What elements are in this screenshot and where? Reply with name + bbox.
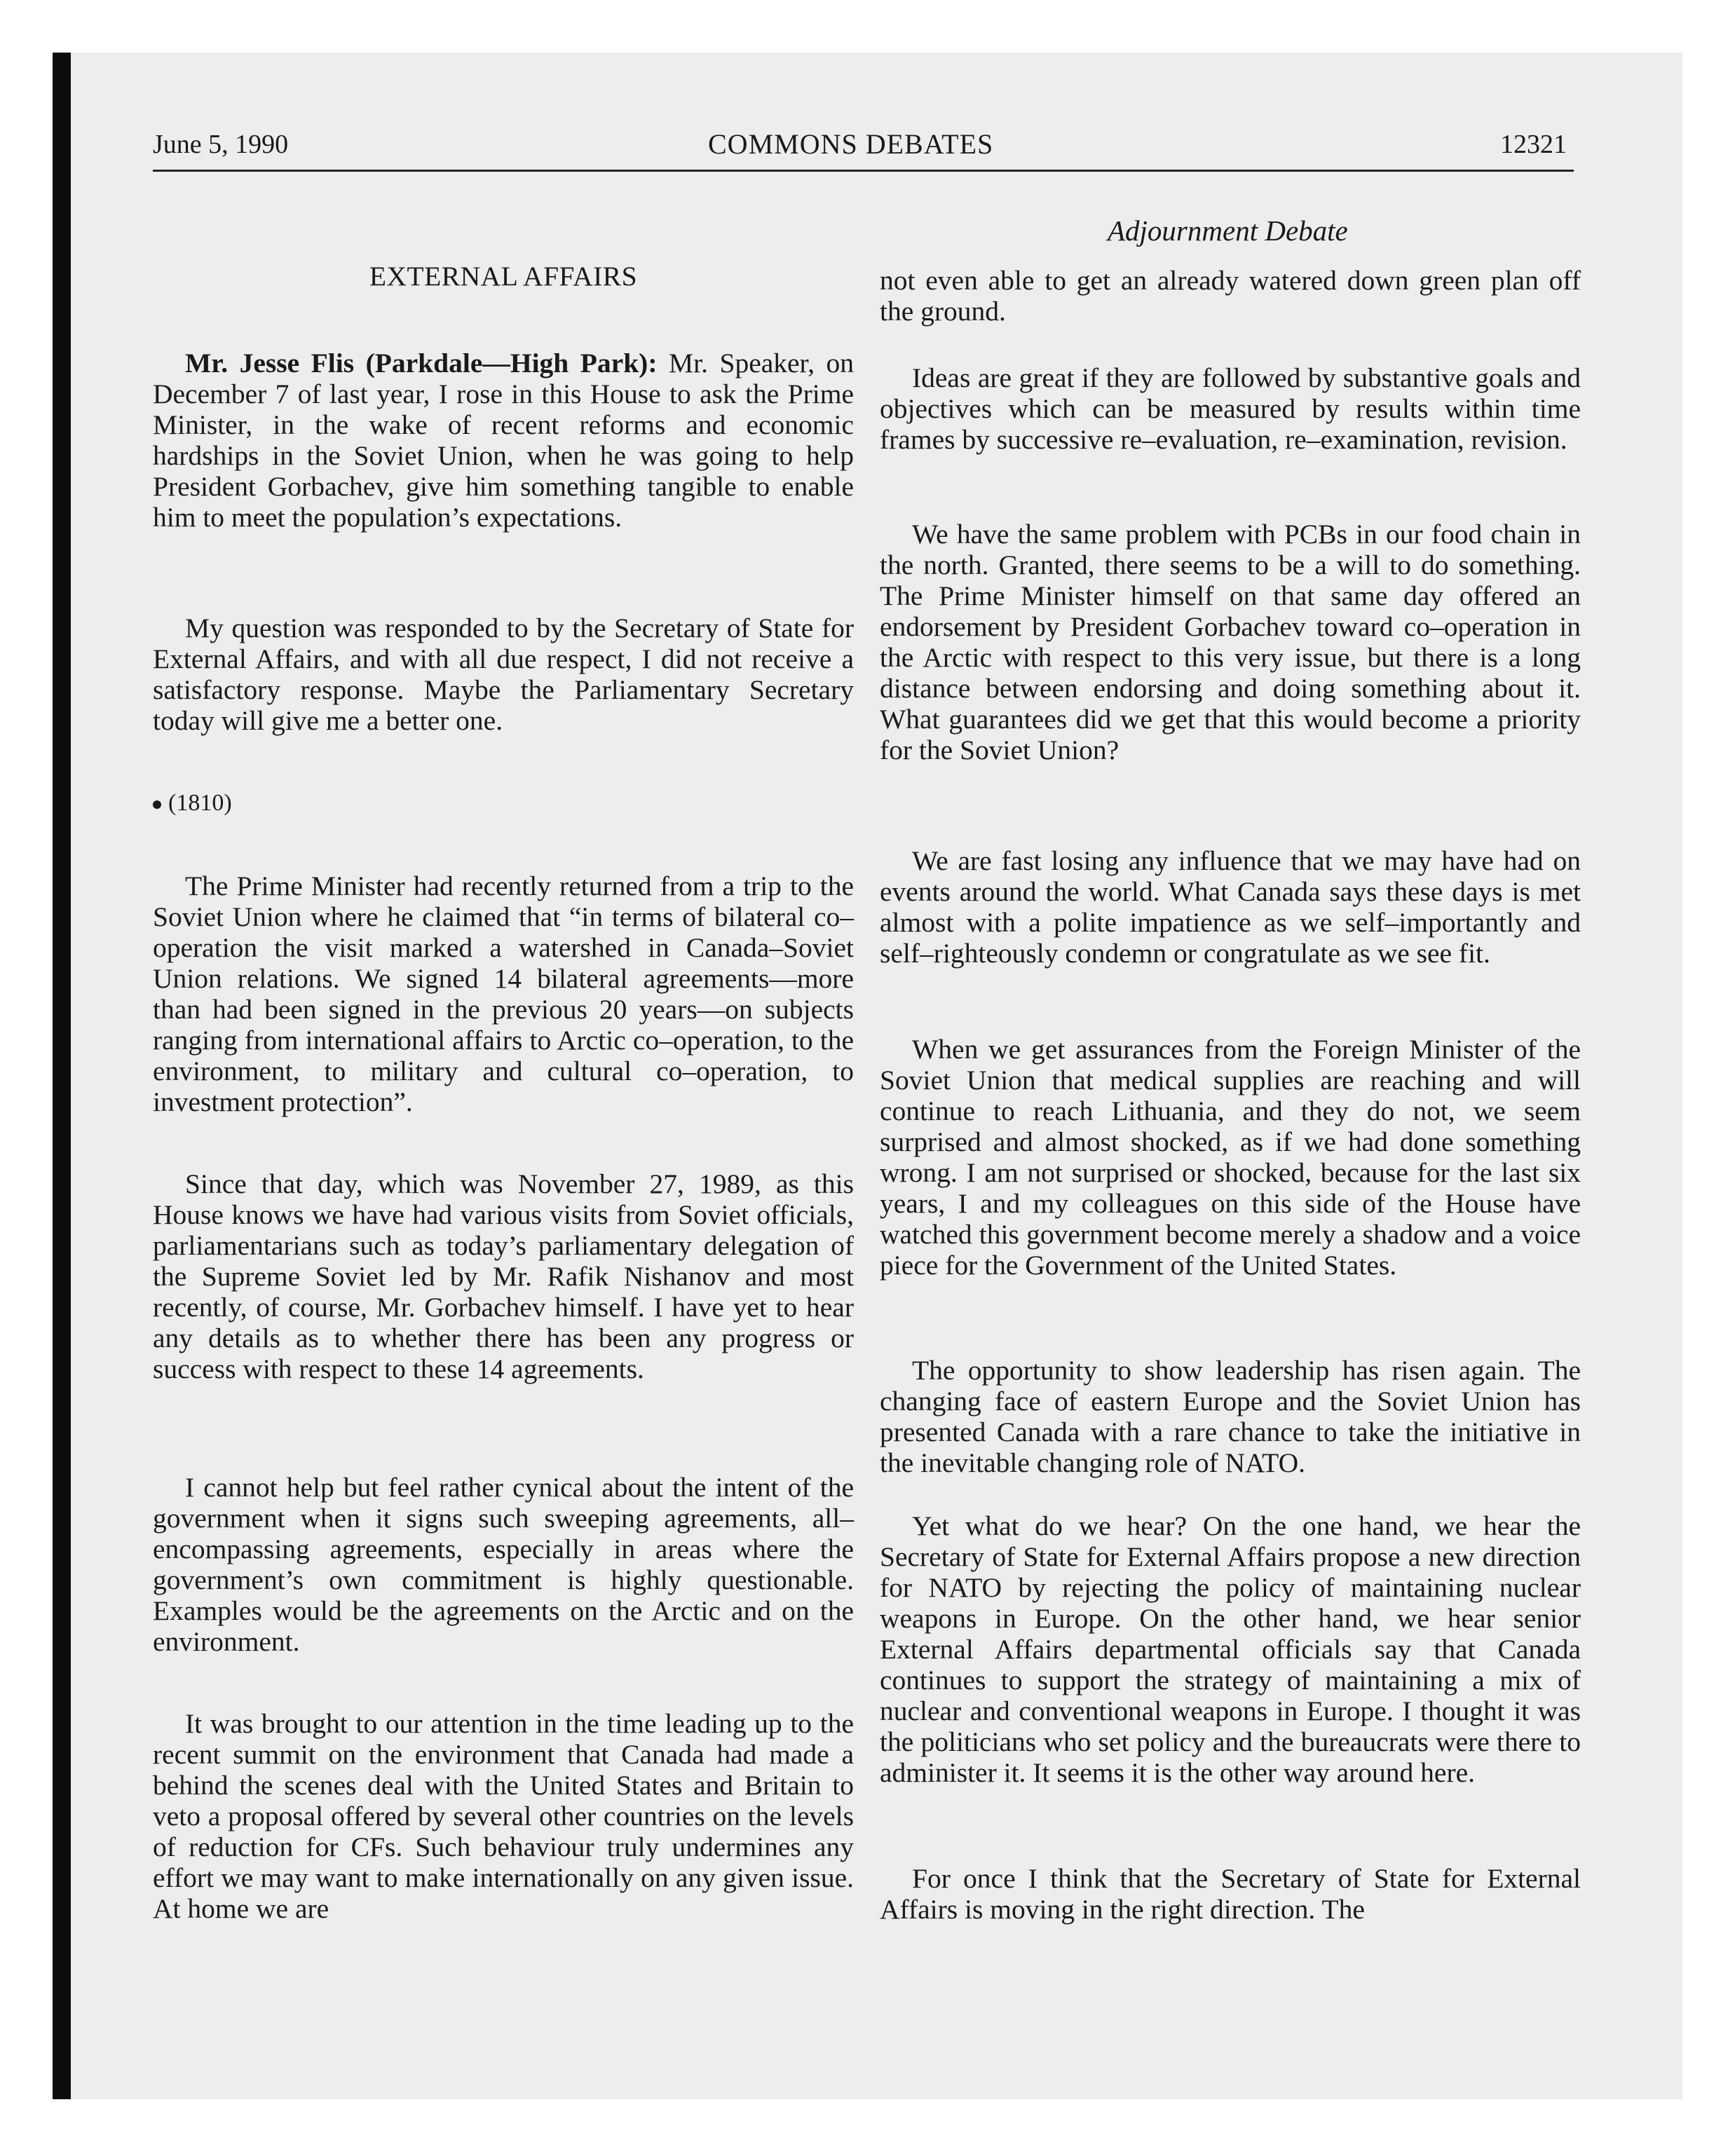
time-marker [153, 788, 232, 819]
section-heading: EXTERNAL AFFAIRS [369, 261, 638, 292]
binding-shadow-edge [53, 53, 71, 2099]
time-marker-text: (1810) [168, 790, 232, 816]
header-publication-title: COMMONS DEBATES [708, 128, 994, 160]
bullet-icon [153, 800, 161, 809]
paragraph-right-5: When we get assurances from the Foreign Minister of the Soviet Union that medical supplies are reaching and will continue to reach Lithuania, and they do not, we seem surprised and almost shocked, as if we had done something wrong. I am not surprised or shocked, because for the last six years, I and my colleagues on this side of the House have watched this government become merely a shadow and a voice piece for the Government of the United States. [880, 1034, 1581, 1281]
paragraph-left-3: The Prime Minister had recently returned from a trip to the Soviet Union where he claimed that “in terms of bilateral co–operation the visit marked a watershed in Canada–Soviet Union relations. We signed 14 bilateral agreements—more than had been signed in the previous 20 years—on subjects ranging from international affairs to Arctic co–operation, to the environment, to military and cultural co–operation, to investment protection”. [153, 871, 854, 1117]
paragraph-left-4: Since that day, which was November 27, 1989, as this House knows we have had various visits from Soviet officials, parliamentarians such as today’s parliamentary delegation of the Supreme Soviet led by Mr. Rafik Nishanov and most recently, of course, Mr. Gorbachev himself. I have yet to hear any details as to whether there has been any progress or success with respect to these 14 agreements. [153, 1168, 854, 1384]
paragraph-left-1-text: Mr. Speaker, on December 7 of last year, I rose in this House to ask the Prime Minister, in the wake of recent reforms and economic hardships in the Soviet Union, when he was going to help President Gorbachev, give him something tangible to enable him to meet the population’s expectations. [153, 348, 855, 533]
paragraph-right-6: The opportunity to show leadership has risen again. The changing face of eastern Europe and the Soviet Union has presented Canada with a rare chance to take the initiative in the inevitable changing role of NATO. [880, 1355, 1581, 1478]
paragraph-right-2: Ideas are great if they are followed by substantive goals and objectives which can be measured by results within time frames by successive re–evaluation, re–examination, revision. [880, 362, 1581, 455]
paragraph-right-3: We have the same problem with PCBs in our food chain in the north. Granted, there seems to be a will to do something. The Prime Minister himself on that same day offered an endorsement by President Gorbachev toward co–operation in the Arctic with respect to this very issue, but there is a long distance between endorsing and doing something about it. What guarantees did we get that this would become a priority for the Soviet Union? [880, 519, 1581, 765]
paragraph-right-1: not even able to get an already watered down green plan off the ground. [880, 265, 1581, 327]
header-date: June 5, 1990 [153, 130, 289, 159]
speaker-name: Mr. Jesse Flis (Parkdale—High Park): [185, 348, 658, 378]
header-page-number: 12321 [1500, 130, 1567, 159]
paragraph-left-5: I cannot help but feel rather cynical about the intent of the government when it signs such sweeping agreements, all–encompassing agreements, especially in areas where the government’s own commitment is highly questionable. Examples would be the agreements on the Arctic and on the environment. [153, 1472, 854, 1657]
paragraph-right-8: For once I think that the Secretary of State for External Affairs is moving in the right direction. The [880, 1863, 1581, 1925]
paragraph-right-7: Yet what do we hear? On the one hand, we hear the Secretary of State for External Affairs propose a new direction for NATO by rejecting the policy of maintaining nuclear weapons in Europe. On the other hand, we hear senior External Affairs departmental officials say that Canada continues to support the strategy of maintaining a mix of nuclear and conventional weapons in Europe. I thought it was the politicians who set policy and the bureaucrats were there to administer it. It seems it is the other way around here. [880, 1510, 1581, 1788]
paragraph-left-6: It was brought to our attention in the time leading up to the recent summit on the environment that Canada had made a behind the scenes deal with the United States and Britain to veto a proposal offered by several other countries on the levels of reduction for CFs. Such behaviour truly undermines any effort we may want to make internationally on any given issue. At home we are [153, 1708, 854, 1924]
paragraph-left-2: My question was responded to by the Secretary of State for External Affairs, and with all due respect, I did not receive a satisfactory response. Maybe the Parliamentary Secretary today will give me a better one. [153, 613, 854, 736]
header-rule [153, 170, 1574, 172]
running-head: Adjournment Debate [1108, 214, 1348, 247]
paragraph-right-4: We are fast losing any influence that we may have had on events around the world. What Canada says these days is met almost with a polite impatience as we self–importantly and self–righteously condemn or congratulate as we see fit. [880, 845, 1581, 969]
paragraph-left-1 [153, 348, 854, 533]
